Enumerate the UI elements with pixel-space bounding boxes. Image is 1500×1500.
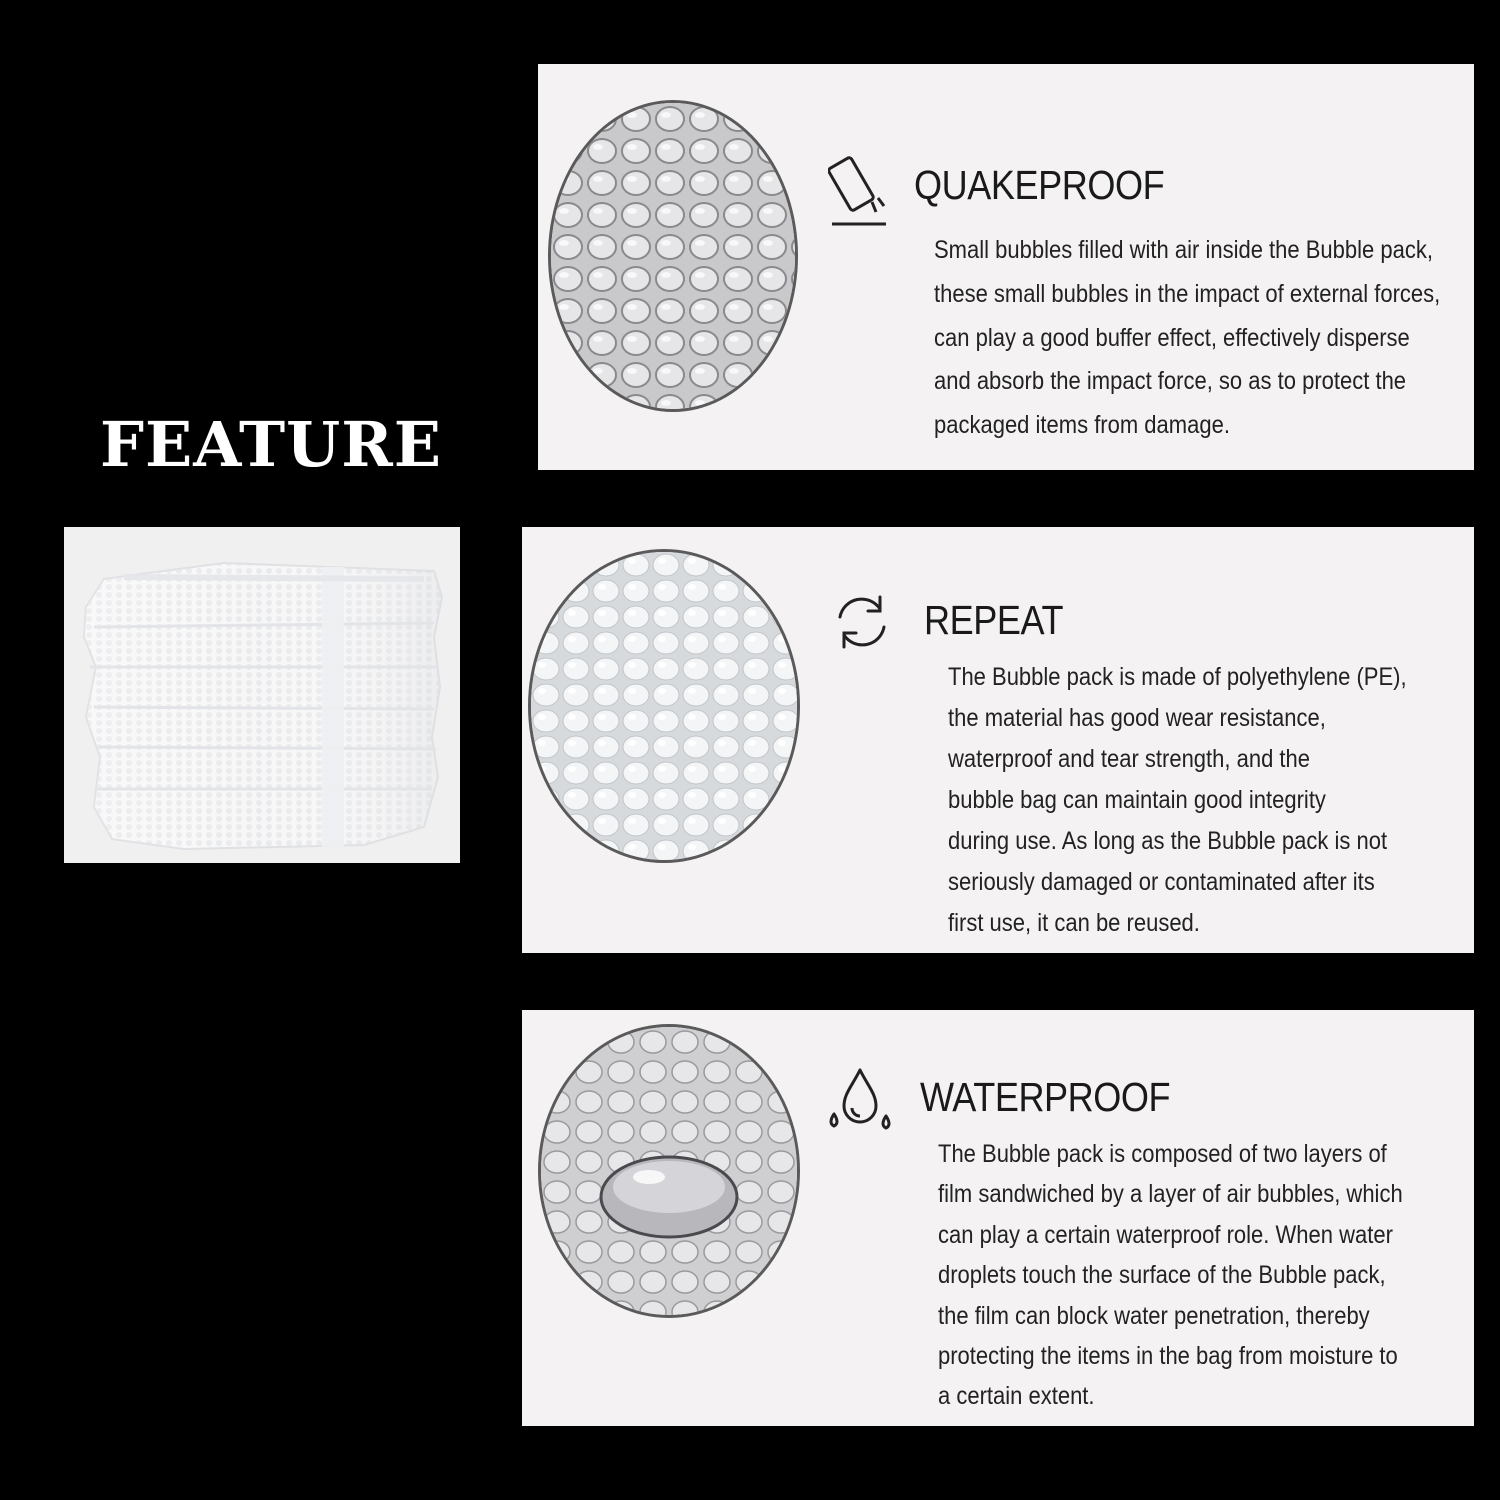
- feature-card-quakeproof: [538, 64, 1474, 470]
- feature-card-repeat: [522, 527, 1474, 953]
- feature-card-waterproof: [522, 1010, 1474, 1426]
- feature-heading: REPEAT: [924, 597, 1064, 643]
- feature-description: The Bubble pack is made of polyethylene (PE), the material has good wear resistance, waterproof and tear strength, and the bubble bag can maintain good integrity during use. As long as the Bubble pack is not seriously damaged or contaminated after its first use, it can be reused.: [948, 663, 1407, 937]
- product-image: [64, 527, 460, 863]
- pe-pellets-image: [528, 549, 800, 863]
- water-drop-icon: [824, 1064, 896, 1139]
- recycle-arrows-icon: [828, 589, 896, 660]
- feature-description: Small bubbles filled with air inside the Bubble pack, these small bubbles in the impact of external forces, can play a good buffer effect, effectively disperse and absorb the impact force, so as to protect the packaged items from damage.: [934, 236, 1441, 439]
- bubble-bag-stack-image: [64, 527, 460, 863]
- water-droplet-bubble-wrap-image: [538, 1024, 800, 1318]
- dropped-phone-icon: [828, 150, 890, 235]
- feature-heading: QUAKEPROOF: [914, 162, 1165, 208]
- feature-description: The Bubble pack is composed of two layers of film sandwiched by a layer of air bubbles, which can play a certain waterproof role. When water droplets touch the surface of the Bubble pack, the film can block water penetration, thereby protecting the items in the bag from moisture to a certain extent.: [938, 1140, 1403, 1411]
- feature-heading: WATERPROOF: [920, 1074, 1171, 1120]
- bubble-wrap-closeup-image: [548, 100, 798, 412]
- page-title: FEATURE: [100, 408, 442, 481]
